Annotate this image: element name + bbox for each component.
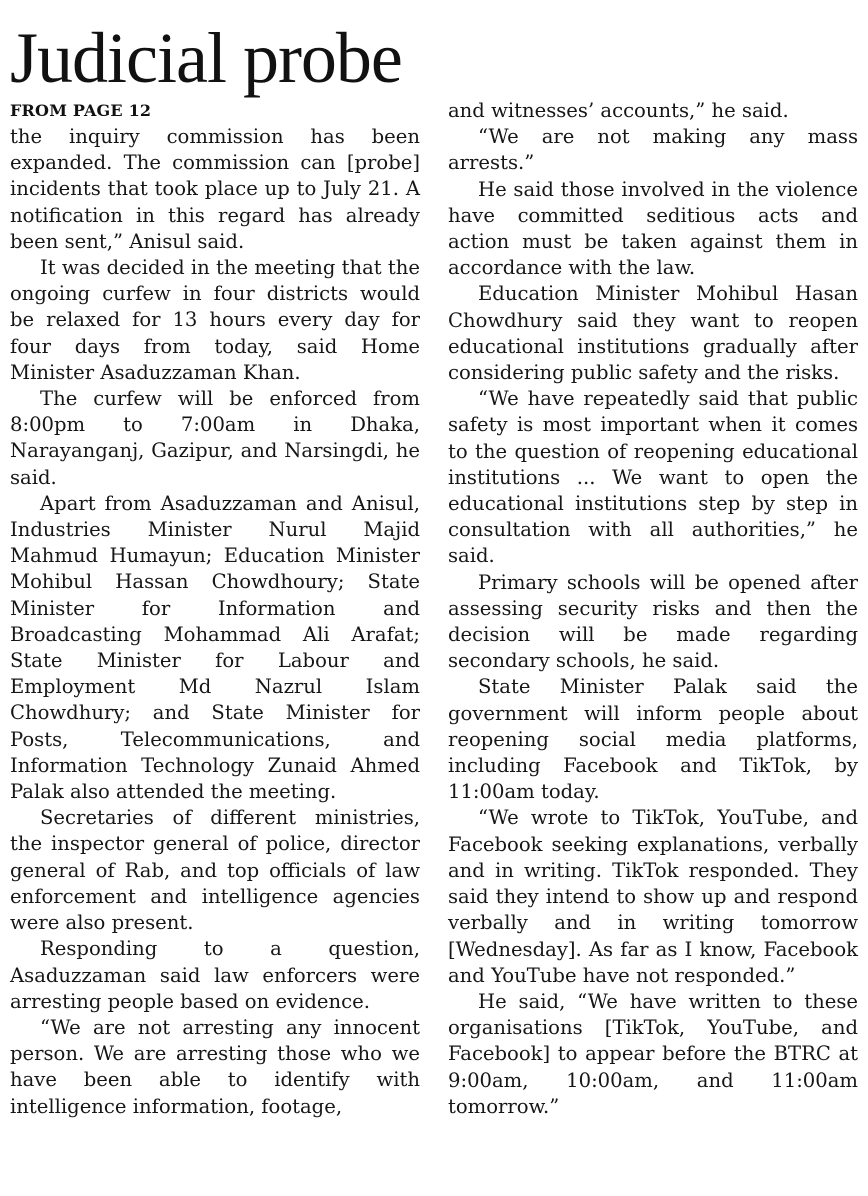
jump-label: FROM PAGE 12 [10,101,152,120]
article-column-right [448,98,858,1120]
paragraph: He said, “We have written to these organisations [TikTok, YouTube, and Facebook] to appear before the BTRC at 9:00am, 10:00am, and 11:00am tomorrow.” [448,989,858,1118]
paragraph: Apart from Asaduzzaman and Anisul, Industries Minister Nurul Majid Mahmud Humayun; Education Minister Mohibul Hassan Chowdhoury; State Minister for Information and Broadcasting Mohammad Ali Arafat; State Minister for Labour and Employment Md Nazrul Islam Chowdhury; and State Minister for Posts, Telecommunications, and Information Technology Zunaid Ahmed Palak also attended the meeting. [10,491,420,804]
paragraph: “We are not making any mass arrests.” [448,125,858,175]
paragraph: and witnesses’ accounts,” he said. [448,99,789,122]
paragraph: Education Minister Mohibul Hasan Chowdhury said they want to reopen educational institutions gradually after considering public safety and the risks. [448,282,858,385]
paragraph: State Minister Palak said the government will inform people about reopening social media platforms, including Facebook and TikTok, by 11:00am today. [448,675,858,804]
headline: Judicial probe [10,18,402,98]
paragraph: He said those involved in the violence have committed seditious acts and action must be taken against them in accordance with the law. [448,177,858,280]
article-column-left [10,98,420,1120]
paragraph: It was decided in the meeting that the ongoing curfew in four districts would be relaxed for 13 hours every day for four days from today, said Home Minister Asaduzzaman Khan. [10,256,420,384]
paragraph: Secretaries of different ministries, the inspector general of police, director general of Rab, and top officials of law enforcement and intelligence agencies were also present. [10,806,420,935]
paragraph: the inquiry commission has been expanded. The commission can [probe] incidents that took place up to July 21. A notification in this regard has already been sent,” Anisul said. [10,125,420,253]
paragraph: “We are not arresting any innocent person. We are arresting those who we have been able to identify with intelligence information, footage, [10,1015,420,1118]
paragraph: Primary schools will be opened after assessing security risks and then the decision will be made regarding secondary schools, he said. [448,570,858,673]
paragraph: The curfew will be enforced from 8:00pm to 7:00am in Dhaka, Narayanganj, Gazipur, and Narsingdi, he said. [10,387,420,489]
paragraph: Responding to a question, Asaduzzaman said law enforcers were arresting people based on evidence. [10,937,420,1013]
paragraph: “We have repeatedly said that public safety is most important when it comes to the question of reopening educational institutions ... We want to open the educational institutions step by step in consultation with all authorities,” he said. [448,387,858,568]
paragraph: “We wrote to TikTok, YouTube, and Facebook seeking explanations, verbally and in writing. TikTok responded. They said they intend to show up and respond verbally and in writing tomorrow [Wednesday]. As far as I know, Facebook and YouTube have not responded.” [448,806,858,987]
